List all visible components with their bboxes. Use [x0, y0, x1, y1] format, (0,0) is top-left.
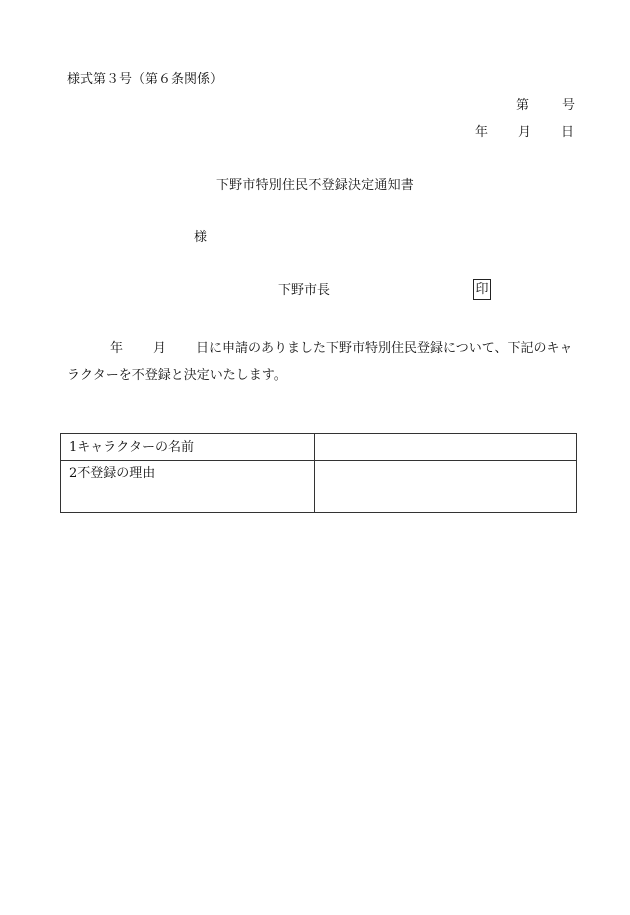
document-number-prefix: 第 — [516, 98, 530, 113]
table-row — [61, 461, 577, 513]
rejection-reason-label: 2不登録の理由 — [61, 461, 315, 513]
character-name-field[interactable] — [315, 434, 577, 461]
issue-date — [475, 126, 574, 139]
character-name-label: 1キャラクターの名前 — [61, 434, 315, 461]
body-text: 日に申請のありました下野市特別住民登録について、下記のキャラクターを不登録と決定いたします。 — [67, 341, 573, 383]
date-month: 月 — [518, 125, 532, 140]
body-year: 年 — [110, 341, 124, 356]
document-title: 下野市特別住民不登録決定通知書 — [215, 178, 414, 193]
addressee-suffix: 様 — [194, 230, 208, 245]
table-row — [61, 434, 577, 461]
document-number — [516, 99, 575, 112]
seal-stamp: 印 — [473, 279, 491, 300]
date-day: 日 — [561, 125, 575, 140]
rejection-reason-field[interactable] — [315, 461, 577, 513]
document-number-suffix: 号 — [562, 98, 576, 113]
date-year: 年 — [475, 125, 489, 140]
issuer-name: 下野市長 — [278, 283, 331, 298]
body-paragraph — [67, 335, 582, 389]
details-table — [60, 433, 577, 513]
form-number: 様式第３号（第６条関係） — [67, 72, 224, 87]
body-month: 月 — [153, 341, 167, 356]
